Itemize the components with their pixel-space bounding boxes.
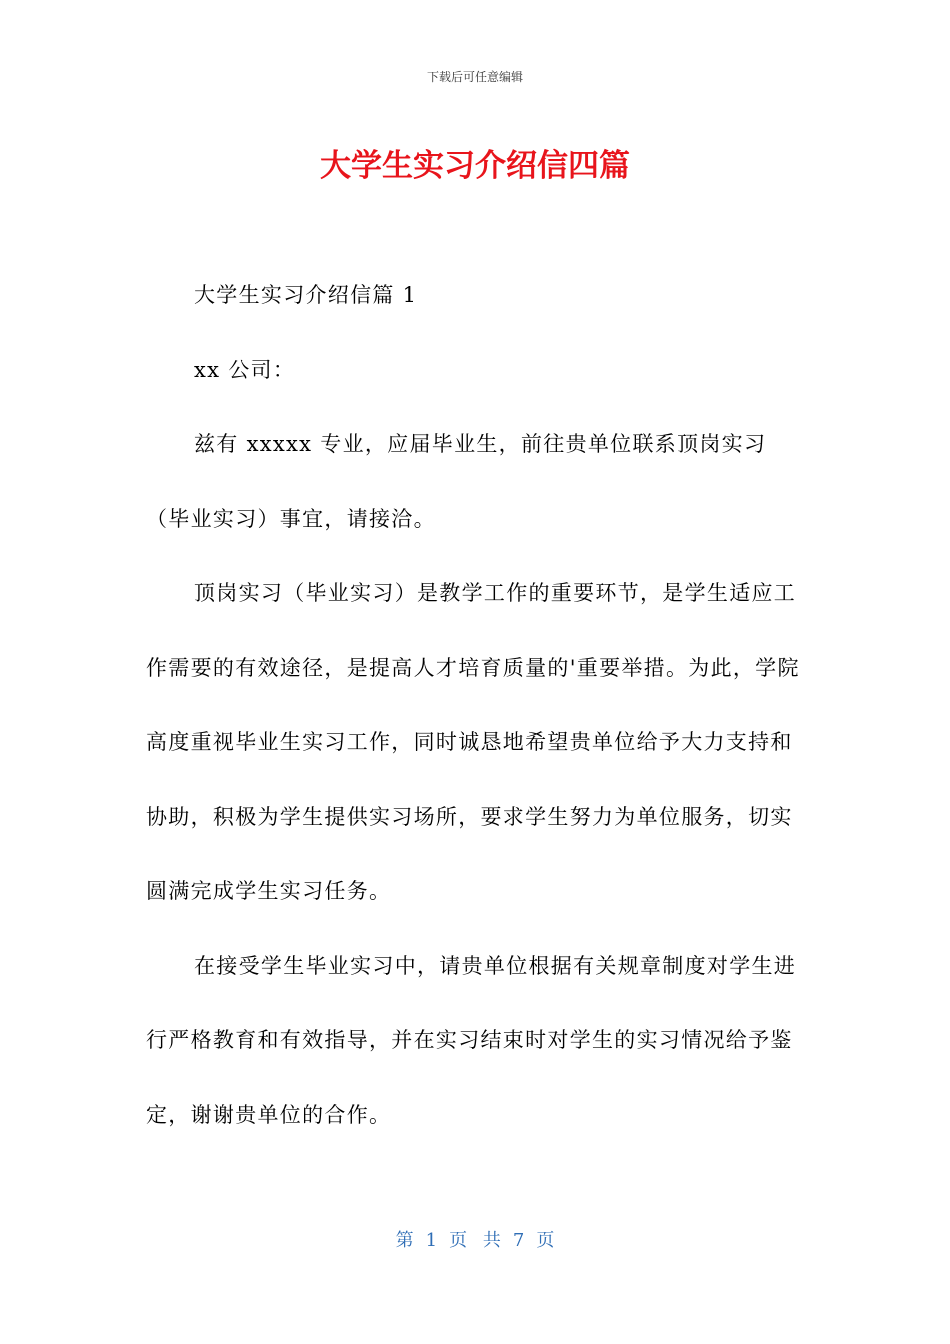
footer-middle: 页 共: [449, 1230, 501, 1251]
footer-prefix: 第: [395, 1230, 414, 1251]
document-title: 大学生实习介绍信四篇: [320, 148, 630, 184]
footer-suffix: 页: [536, 1230, 555, 1251]
header-note: 下载后可任意编辑: [426, 70, 523, 84]
section-heading: 大学生实习介绍信篇 1: [194, 283, 418, 307]
paragraph-1: 兹有 xxxxx 专业，应届毕业生，前往贵单位联系顶岗实习（毕业实习）事宜，请接洽。: [146, 432, 767, 531]
page-footer: [0, 1226, 950, 1252]
paragraph-2: 顶岗实习（毕业实习）是教学工作的重要环节，是学生适应工作需要的有效途径，是提高人才培育质量的'重要举措。为此，学院高度重视毕业生实习工作，同时诚恳地希望贵单位给予大力支持和协助，积极为学生提供实习场所，要求学生努力为单位服务，切实圆满完成学生实习任务。: [146, 581, 800, 903]
footer-page-number: 1: [425, 1230, 438, 1251]
document-body: [146, 258, 806, 1152]
footer-total-pages: 7: [512, 1230, 525, 1251]
salutation: xx 公司：: [194, 357, 296, 382]
paragraph-3: 在接受学生毕业实习中，请贵单位根据有关规章制度对学生进行严格教育和有效指导，并在实习结束时对学生的实习情况给予鉴定，谢谢贵单位的合作。: [146, 953, 797, 1127]
